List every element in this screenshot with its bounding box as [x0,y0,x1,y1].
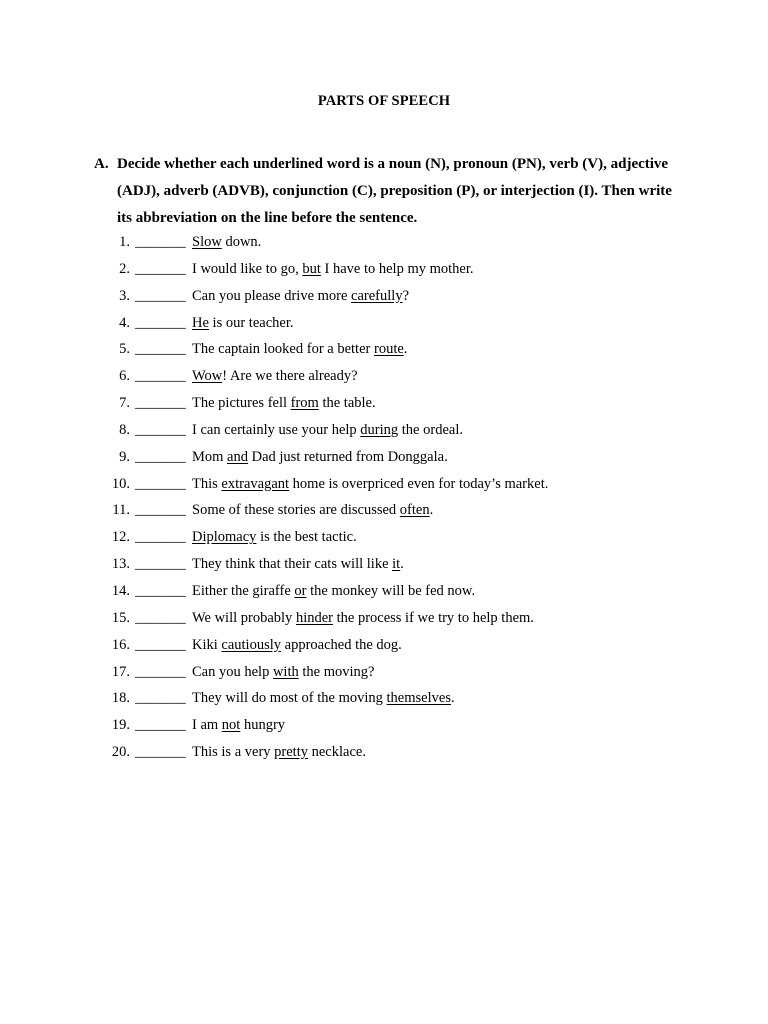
answer-blank[interactable]: _______ [135,502,186,519]
sentence-before: Some of these stories are discussed [192,502,400,519]
answer-blank[interactable]: _______ [135,475,186,492]
item-number: 20. [111,744,130,761]
item-sentence [192,393,376,413]
sentence-after: the monkey will be fed now. [306,582,476,599]
item-number: 5. [119,341,130,358]
answer-blank[interactable]: _______ [135,582,186,599]
underlined-word: it [392,556,401,573]
page-title: PARTS OF SPEECH [317,93,451,109]
underlined-word: themselves [386,690,451,707]
sentence-before: Can you please drive more [192,287,352,304]
sentence-before: I would like to go, [192,260,303,277]
item-sentence [192,474,548,494]
item-number: 8. [119,421,130,438]
exercise-item [94,232,694,259]
exercise-item [94,581,694,608]
sentence-before: This is a very [192,744,275,761]
sentence-after: ! Are we there already? [222,368,358,385]
sentence-after: Dad just returned from Donggala. [247,448,448,465]
exercise-item [94,420,694,447]
sentence-before: Either the giraffe [192,582,295,599]
exercise-item [94,608,694,635]
item-sentence [192,635,402,655]
answer-blank[interactable]: _______ [135,556,186,573]
sentence-after: ? [402,287,410,304]
answer-blank[interactable]: _______ [135,744,186,761]
sentence-after: the ordeal. [398,421,463,438]
exercise-item [94,366,694,393]
underlined-word: and [227,448,248,465]
sentence-before: This [192,475,222,492]
sentence-after: necklace. [307,744,366,761]
item-number: 2. [119,260,130,277]
item-number: 18. [111,690,130,707]
underlined-word: He [192,314,209,331]
exercise-item [94,286,694,313]
item-number: 1. [119,234,130,250]
item-sentence [192,232,261,252]
sentence-before: The pictures fell [192,395,291,412]
exercise-item [94,313,694,340]
sentence-before: Kiki [192,636,222,653]
sentence-before: I can certainly use your help [192,421,361,438]
item-sentence [192,688,455,708]
item-number: 3. [119,287,130,304]
answer-blank[interactable]: _______ [135,234,186,250]
underlined-word: Wow [192,368,223,385]
item-number: 9. [119,448,130,465]
underlined-word: hinder [295,609,333,626]
item-number: 12. [111,529,130,546]
sentence-after: I have to help my mother. [320,260,474,277]
sentence-after: hungry [240,717,286,734]
underlined-word: Slow [192,234,222,250]
exercise-item [94,259,694,286]
item-sentence [192,366,358,386]
sentence-after: . [429,502,434,519]
answer-blank[interactable]: _______ [135,287,186,304]
answer-blank[interactable]: _______ [135,663,186,680]
sentence-after: . [450,690,455,707]
answer-blank[interactable]: _______ [135,395,186,412]
sentence-before: They will do most of the moving [192,690,387,707]
exercise-item [94,715,694,742]
sentence-after: . [403,341,408,358]
item-number: 11. [112,502,130,519]
item-sentence [192,259,474,279]
item-number: 15. [111,609,130,626]
answer-blank[interactable]: _______ [135,448,186,465]
item-sentence [192,715,285,735]
answer-blank[interactable]: _______ [135,717,186,734]
answer-blank[interactable]: _______ [135,636,186,653]
sentence-before: The captain looked for a better [192,341,374,358]
underlined-word: with [272,663,299,680]
answer-blank[interactable]: _______ [135,260,186,277]
exercise-item [94,635,694,662]
item-sentence [192,500,433,520]
exercise-item [94,688,694,715]
answer-blank[interactable]: _______ [135,421,186,438]
answer-blank[interactable]: _______ [135,529,186,546]
sentence-before: Mom [192,448,228,465]
answer-blank[interactable]: _______ [135,690,186,707]
underlined-word: carefully [351,287,403,304]
answer-blank[interactable]: _______ [135,314,186,331]
sentence-before: Can you help [192,663,273,680]
underlined-word: cautiously [221,636,282,653]
sentence-after: the moving? [298,663,375,680]
sentence-after: the process if we try to help them. [332,609,534,626]
item-number: 7. [119,395,130,412]
item-number: 10. [111,475,130,492]
item-sentence [192,420,463,440]
answer-blank[interactable]: _______ [135,609,186,626]
underlined-word: or [294,582,307,599]
section-marker: A. [94,156,109,172]
sentence-before: They think that their cats will like [192,556,393,573]
sentence-after: is our teacher. [208,314,294,331]
item-number: 14. [111,582,130,599]
exercise-item [94,662,694,689]
item-sentence [192,742,366,762]
sentence-before: I am [192,717,222,734]
sentence-after: down. [221,234,262,250]
item-sentence [192,581,475,601]
underlined-word: from [290,395,319,412]
answer-blank[interactable]: _______ [135,341,186,358]
underlined-word: pretty [274,744,308,761]
underlined-word: but [302,260,321,277]
underlined-word: Diplomacy [192,529,257,546]
item-sentence [192,286,409,306]
exercise-item [94,742,694,769]
sentence-before: We will probably [192,609,296,626]
item-sentence [192,313,293,333]
answer-blank[interactable]: _______ [135,368,186,385]
exercise-list [94,232,694,769]
item-number: 13. [111,556,130,573]
underlined-word: not [221,717,241,734]
exercise-item [94,554,694,581]
item-sentence [192,339,407,359]
exercise-item [94,527,694,554]
item-sentence [192,554,404,574]
item-number: 19. [111,717,130,734]
exercise-item [94,474,694,501]
item-number: 6. [119,368,130,385]
section-instructions: Decide whether each underlined word is a noun (N), pronoun (PN), verb (V), adjective (ADJ), adverb (ADVB), conjunction (C), preposition (P), or interjection (I). Then write its abbreviation on the line before the sentence. [117,156,672,226]
item-sentence [192,608,534,628]
sentence-after: home is overpriced even for today’s market. [289,475,549,492]
item-sentence [192,662,374,682]
sentence-after: the table. [318,395,376,412]
sentence-after: . [400,556,404,573]
sentence-after: is the best tactic. [256,529,357,546]
underlined-word: often [399,502,430,519]
item-number: 4. [119,314,130,331]
exercise-item [94,393,694,420]
item-sentence [192,447,448,467]
sentence-after: approached the dog. [281,636,402,653]
exercise-item [94,339,694,366]
item-sentence [192,527,357,547]
underlined-word: extravagant [221,475,290,492]
underlined-word: during [360,421,399,438]
exercise-item [94,500,694,527]
item-number: 16. [111,636,130,653]
underlined-word: route [373,341,404,358]
exercise-item [94,447,694,474]
item-number: 17. [111,663,130,680]
